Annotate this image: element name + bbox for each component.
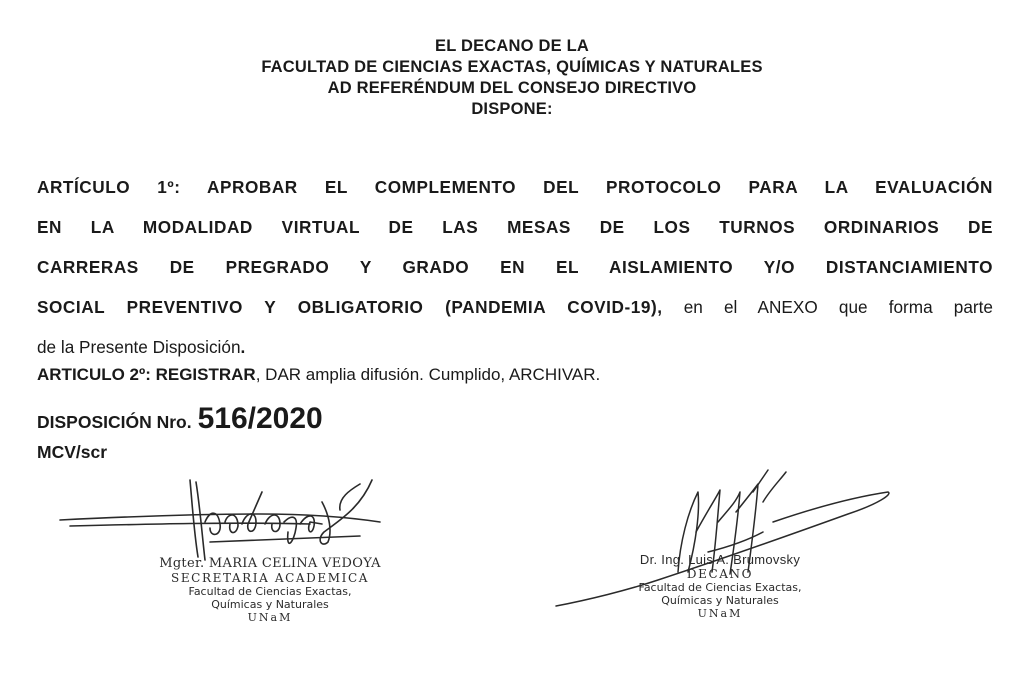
signature-right-role: DECANO (686, 567, 754, 581)
header-line-4: DISPONE: (471, 100, 553, 118)
signature-left-university: UNaM (247, 611, 293, 624)
article-1-line-1: ARTÍCULO 1º: APROBAR EL COMPLEMENTO DEL PROTOCOLO PARA LA EVALUACIÓN (37, 177, 993, 197)
signature-right-university: UNaM (697, 607, 743, 620)
signature-right-name: Dr. Ing. Luis A. Brumovsky (639, 552, 801, 567)
signature-right (600, 552, 840, 620)
disposicion-number (37, 402, 323, 436)
header-line-1: EL DECANO DE LA (435, 37, 589, 55)
article-1-line-4-normal: en el ANEXO que forma parte (662, 297, 993, 317)
article-1-line-5-end: . (240, 337, 246, 357)
signature-right-faculty-1: Facultad de Ciencias Exactas, (638, 581, 802, 594)
signature-left-name: Mgter. MARIA CELINA VEDOYA (159, 556, 381, 571)
signature-left-faculty-1: Facultad de Ciencias Exactas, (188, 585, 352, 598)
document-header (0, 36, 1024, 120)
article-2-bold: ARTICULO 2º: REGISTRAR (37, 365, 256, 384)
disposicion-label: DISPOSICIÓN Nro. (37, 412, 192, 432)
article-1-line-5-text: de la Presente Disposición (37, 337, 241, 357)
article-1 (37, 167, 993, 367)
header-line-2: FACULTAD DE CIENCIAS EXACTAS, QUÍMICAS Y NATURALES (261, 58, 763, 76)
signature-left-faculty-2: Químicas y Naturales (211, 598, 329, 611)
header-line-3: AD REFERÉNDUM DEL CONSEJO DIRECTIVO (327, 79, 697, 97)
disposicion-value: 516/2020 (197, 402, 323, 435)
article-1-line-4-bold: SOCIAL PREVENTIVO Y OBLIGATORIO (PANDEMIA COVID-19), (37, 297, 663, 317)
signature-right-faculty-2: Químicas y Naturales (661, 594, 779, 607)
signature-left (140, 556, 400, 624)
article-1-line-2: EN LA MODALIDAD VIRTUAL DE LAS MESAS DE LOS TURNOS ORDINARIOS DE (37, 217, 993, 237)
article-1-line-4 (37, 287, 993, 327)
article-2 (37, 355, 993, 395)
signature-left-role: SECRETARIA ACADEMICA (171, 571, 369, 585)
article-2-normal: , DAR amplia difusión. Cumplido, ARCHIVAR. (255, 365, 601, 384)
initials: MCV/scr (37, 442, 108, 462)
article-1-line-3: CARRERAS DE PREGRADO Y GRADO EN EL AISLAMIENTO Y/O DISTANCIAMIENTO (37, 257, 993, 277)
